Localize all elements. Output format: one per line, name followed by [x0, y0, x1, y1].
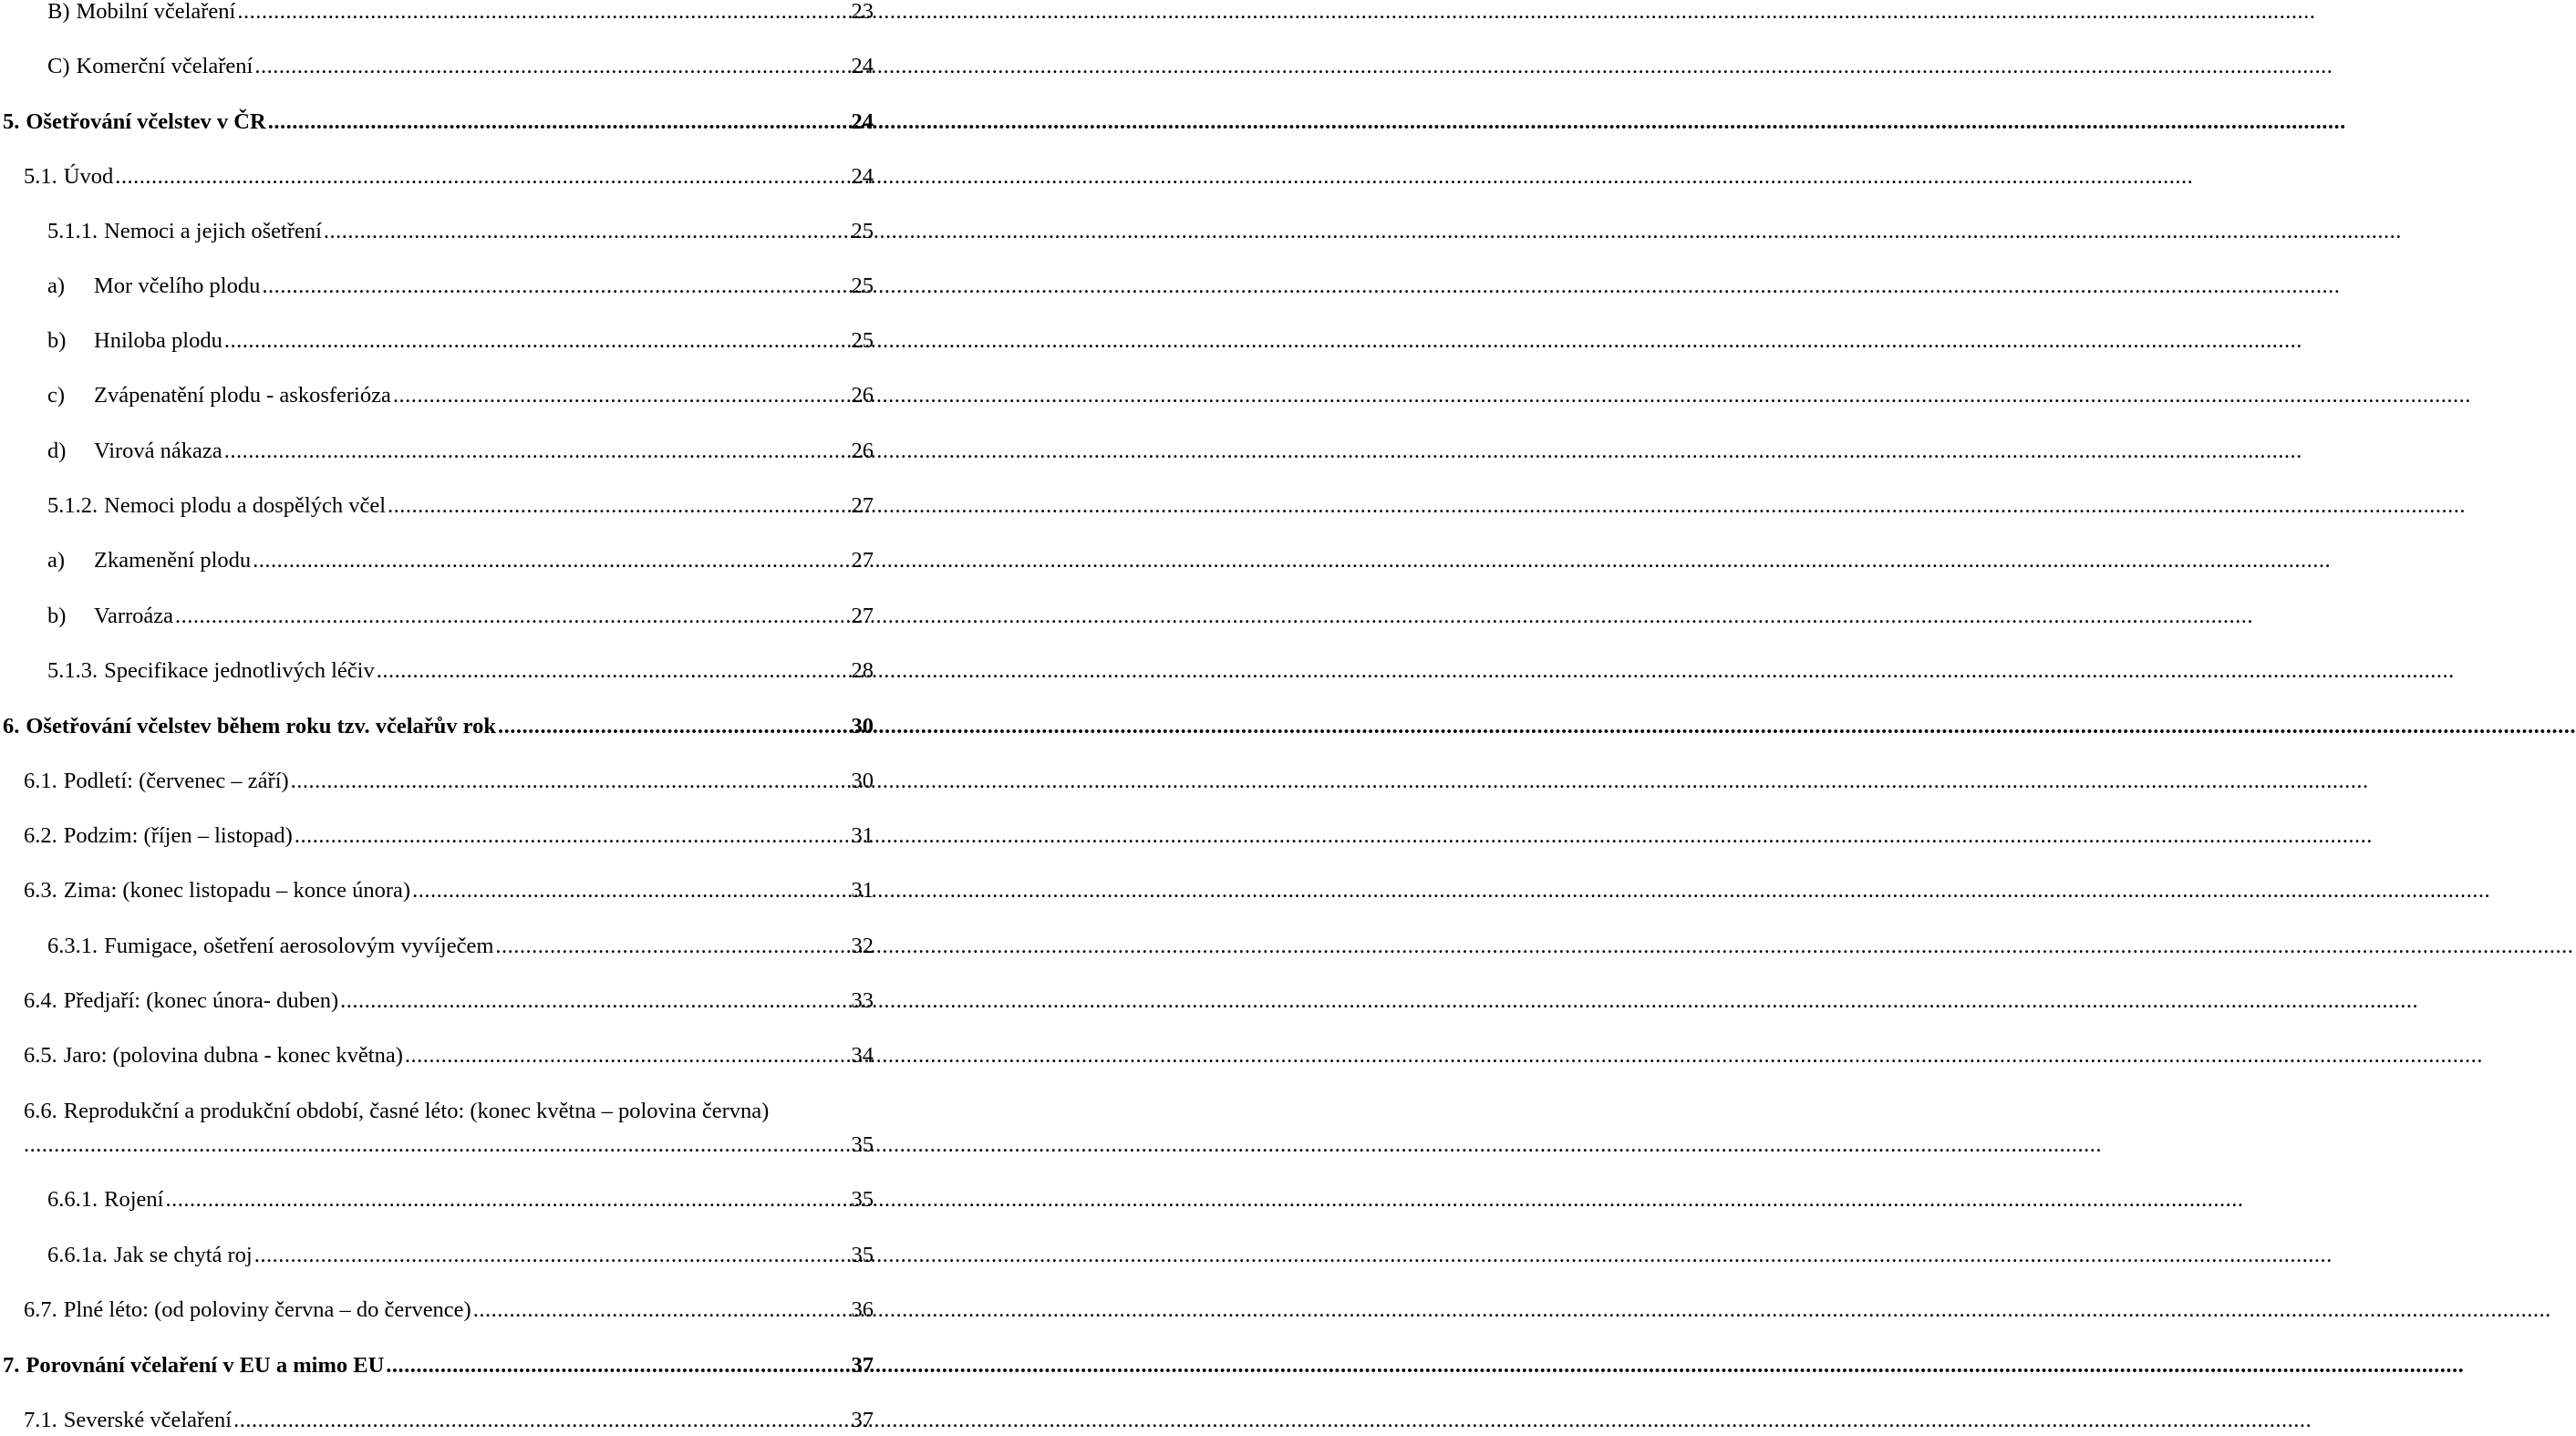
- toc-entry[interactable]: [47, 380, 874, 411]
- toc-entry-number: 6.: [3, 714, 20, 739]
- toc-entry-title: Severské včelaření: [63, 1408, 233, 1432]
- toc-entry-number: a): [47, 548, 66, 573]
- toc-dot-leader: [377, 656, 850, 687]
- toc-entry-number: a): [47, 274, 66, 298]
- toc-entry[interactable]: [47, 656, 874, 687]
- toc-entry[interactable]: [47, 325, 874, 356]
- toc-entry-page: 24: [851, 54, 874, 78]
- toc-dot-leader: [473, 1295, 850, 1326]
- toc-entry-title: Komerční včelaření: [76, 54, 253, 78]
- toc-entry-page: 24: [851, 164, 874, 189]
- toc-entry-number: 6.3.1.: [47, 934, 98, 958]
- toc-entry-page: 37: [851, 1408, 874, 1432]
- toc-entry-continuation[interactable]: [24, 1130, 874, 1161]
- toc-entry-page: 23: [851, 0, 874, 24]
- toc-entry-number: b): [47, 604, 67, 628]
- toc-entry-page: 30: [851, 769, 874, 793]
- toc-entry-title: Porovnání včelaření v EU a mimo EU: [26, 1353, 385, 1378]
- toc-entry-page: 32: [851, 934, 874, 958]
- toc-entry-number: 5.1.: [24, 164, 57, 189]
- toc-entry-number: 6.7.: [24, 1297, 57, 1322]
- toc-dot-leader: [495, 931, 849, 962]
- toc-dot-leader: [254, 51, 849, 82]
- toc-entry-number: 6.1.: [24, 769, 57, 793]
- toc-dot-leader: [340, 986, 849, 1017]
- toc-entry-title: Jak se chytá roj: [114, 1243, 253, 1267]
- toc-entry-page: 25: [851, 328, 874, 353]
- toc-entry-title: Hniloba plodu: [94, 328, 222, 353]
- toc-entry-title: Mobilní včelaření: [76, 0, 236, 24]
- toc-entry[interactable]: [24, 821, 874, 852]
- toc-entry-number: 5.: [3, 109, 20, 134]
- toc-entry-title: Zkamenění plodu: [94, 548, 252, 573]
- toc-dot-leader: [224, 436, 850, 467]
- toc-entry[interactable]: [3, 711, 874, 742]
- toc-entry-number: 6.6.1.: [47, 1187, 98, 1212]
- toc-entry[interactable]: [47, 216, 874, 247]
- toc-entry-number: 5.1.1.: [47, 219, 98, 243]
- toc-entry-number: d): [47, 439, 67, 463]
- toc-entry[interactable]: [47, 601, 874, 632]
- toc-entry[interactable]: [24, 986, 874, 1017]
- toc-dot-leader: [324, 216, 850, 247]
- toc-entry-title: Zvápenatění plodu - askosferióza: [94, 383, 391, 408]
- toc-entry-page: 26: [851, 383, 874, 408]
- toc-entry-title: Rojení: [104, 1187, 164, 1212]
- toc-entry-title: Úvod: [63, 164, 114, 189]
- toc-entry-number: 7.1.: [24, 1408, 57, 1432]
- toc-entry-page: 31: [851, 878, 874, 903]
- toc-dot-leader: [237, 0, 849, 27]
- toc-dot-leader: [291, 766, 850, 797]
- toc-entry-number: 5.1.3.: [47, 658, 98, 683]
- toc-dot-leader: [262, 271, 849, 302]
- toc-entry-page: 27: [851, 548, 874, 573]
- toc-entry[interactable]: [47, 545, 874, 576]
- toc-entry-title: Ošetřování včelstev v ČR: [26, 109, 266, 134]
- toc-entry[interactable]: [47, 931, 874, 962]
- toc-entry-number: 7.: [3, 1353, 20, 1378]
- toc-dot-leader: [24, 1130, 850, 1161]
- toc-entry-page: 27: [851, 604, 874, 628]
- toc-entry[interactable]: [3, 107, 874, 138]
- toc-dot-leader: [386, 1350, 849, 1381]
- toc-entry-number: 5.1.2.: [47, 493, 98, 518]
- toc-entry-number: b): [47, 328, 67, 353]
- toc-dot-leader: [224, 325, 850, 356]
- toc-entry-page: 34: [851, 1043, 874, 1068]
- toc-entry-page: 28: [851, 658, 874, 683]
- toc-entry[interactable]: [24, 766, 874, 797]
- toc-entry-page: 27: [851, 493, 874, 518]
- toc-entry-page: 30: [851, 714, 874, 739]
- toc-entry-title: Podzim: (říjen – listopad): [63, 823, 293, 848]
- toc-entry-page: 35: [851, 1132, 874, 1157]
- toc-entry[interactable]: [24, 161, 874, 192]
- toc-entry[interactable]: [47, 1240, 874, 1271]
- toc-entry[interactable]: [24, 1295, 874, 1326]
- toc-entry[interactable]: [3, 1350, 874, 1381]
- toc-entry-title: Varroáza: [94, 604, 174, 628]
- toc-dot-leader: [405, 1040, 850, 1071]
- toc-entry-title: Mor včelího plodu: [94, 274, 261, 298]
- toc-dot-leader: [253, 545, 849, 576]
- toc-entry-number: c): [47, 383, 66, 408]
- toc-entry[interactable]: [47, 436, 874, 467]
- toc-entry-title: Ošetřování včelstev během roku tzv. včelařův rok: [26, 714, 496, 739]
- toc-entry-number: 6.2.: [24, 823, 57, 848]
- toc-entry-title: Nemoci plodu a dospělých včel: [104, 493, 387, 518]
- toc-entry-title: Nemoci a jejich ošetření: [104, 219, 322, 243]
- toc-entry-title: Předjaří: (konec února- duben): [63, 988, 339, 1013]
- toc-dot-leader: [393, 380, 850, 411]
- toc-entry-number: 6.6.: [24, 1099, 57, 1123]
- toc-entry-title: Fumigace, ošetření aerosolovým vyvíječem: [104, 934, 494, 958]
- toc-dot-leader: [498, 711, 850, 742]
- toc-dot-leader: [412, 875, 849, 906]
- toc-dot-leader: [165, 1184, 849, 1215]
- toc-entry-title: Plné léto: (od poloviny června – do července): [63, 1297, 471, 1322]
- toc-entry-page: 26: [851, 439, 874, 463]
- toc-entry[interactable]: [24, 1405, 874, 1436]
- toc-entry-page: 37: [851, 1353, 874, 1378]
- toc-dot-leader: [295, 821, 850, 852]
- toc-entry-page: 35: [851, 1243, 874, 1267]
- toc-entry-number: B): [47, 0, 70, 24]
- toc-entry-page: 31: [851, 823, 874, 848]
- toc-dot-leader: [115, 161, 849, 192]
- toc-entry[interactable]: [47, 1184, 874, 1215]
- toc-entry-number: 6.5.: [24, 1043, 57, 1068]
- toc-entry-page: 24: [851, 109, 874, 134]
- toc-entry[interactable]: [24, 1096, 874, 1127]
- toc-entry-title: Virová nákaza: [94, 439, 222, 463]
- toc-entry[interactable]: [47, 271, 874, 302]
- toc-entry-title: Reprodukční a produkční období, časné léto: (konec května – polovina června): [63, 1099, 770, 1123]
- toc-dot-leader: [388, 491, 849, 522]
- toc-entry-page: 36: [851, 1297, 874, 1322]
- table-of-contents: [0, 0, 875, 1431]
- toc-dot-leader: [233, 1405, 849, 1436]
- toc-entry[interactable]: [24, 1040, 874, 1071]
- toc-dot-leader: [268, 107, 850, 138]
- toc-entry-title: Podletí: (červenec – září): [63, 769, 289, 793]
- toc-entry[interactable]: [47, 0, 874, 27]
- toc-entry-number: 6.4.: [24, 988, 57, 1013]
- toc-dot-leader: [254, 1240, 850, 1271]
- toc-entry-number: 6.3.: [24, 878, 57, 903]
- toc-entry-page: 35: [851, 1187, 874, 1212]
- toc-entry-number: 6.6.1a.: [47, 1243, 108, 1267]
- toc-entry-page: 25: [851, 219, 874, 243]
- toc-entry-page: 25: [851, 274, 874, 298]
- toc-entry-number: C): [47, 54, 70, 78]
- toc-entry[interactable]: [24, 875, 874, 906]
- toc-entry[interactable]: [47, 51, 874, 82]
- toc-dot-leader: [175, 601, 849, 632]
- toc-entry-title: Specifikace jednotlivých léčiv: [104, 658, 375, 683]
- toc-entry-title: Jaro: (polovina dubna - konec května): [63, 1043, 403, 1068]
- toc-entry[interactable]: [47, 491, 874, 522]
- toc-entry-page: 33: [851, 988, 874, 1013]
- toc-entry-title: Zima: (konec listopadu – konce února): [63, 878, 411, 903]
